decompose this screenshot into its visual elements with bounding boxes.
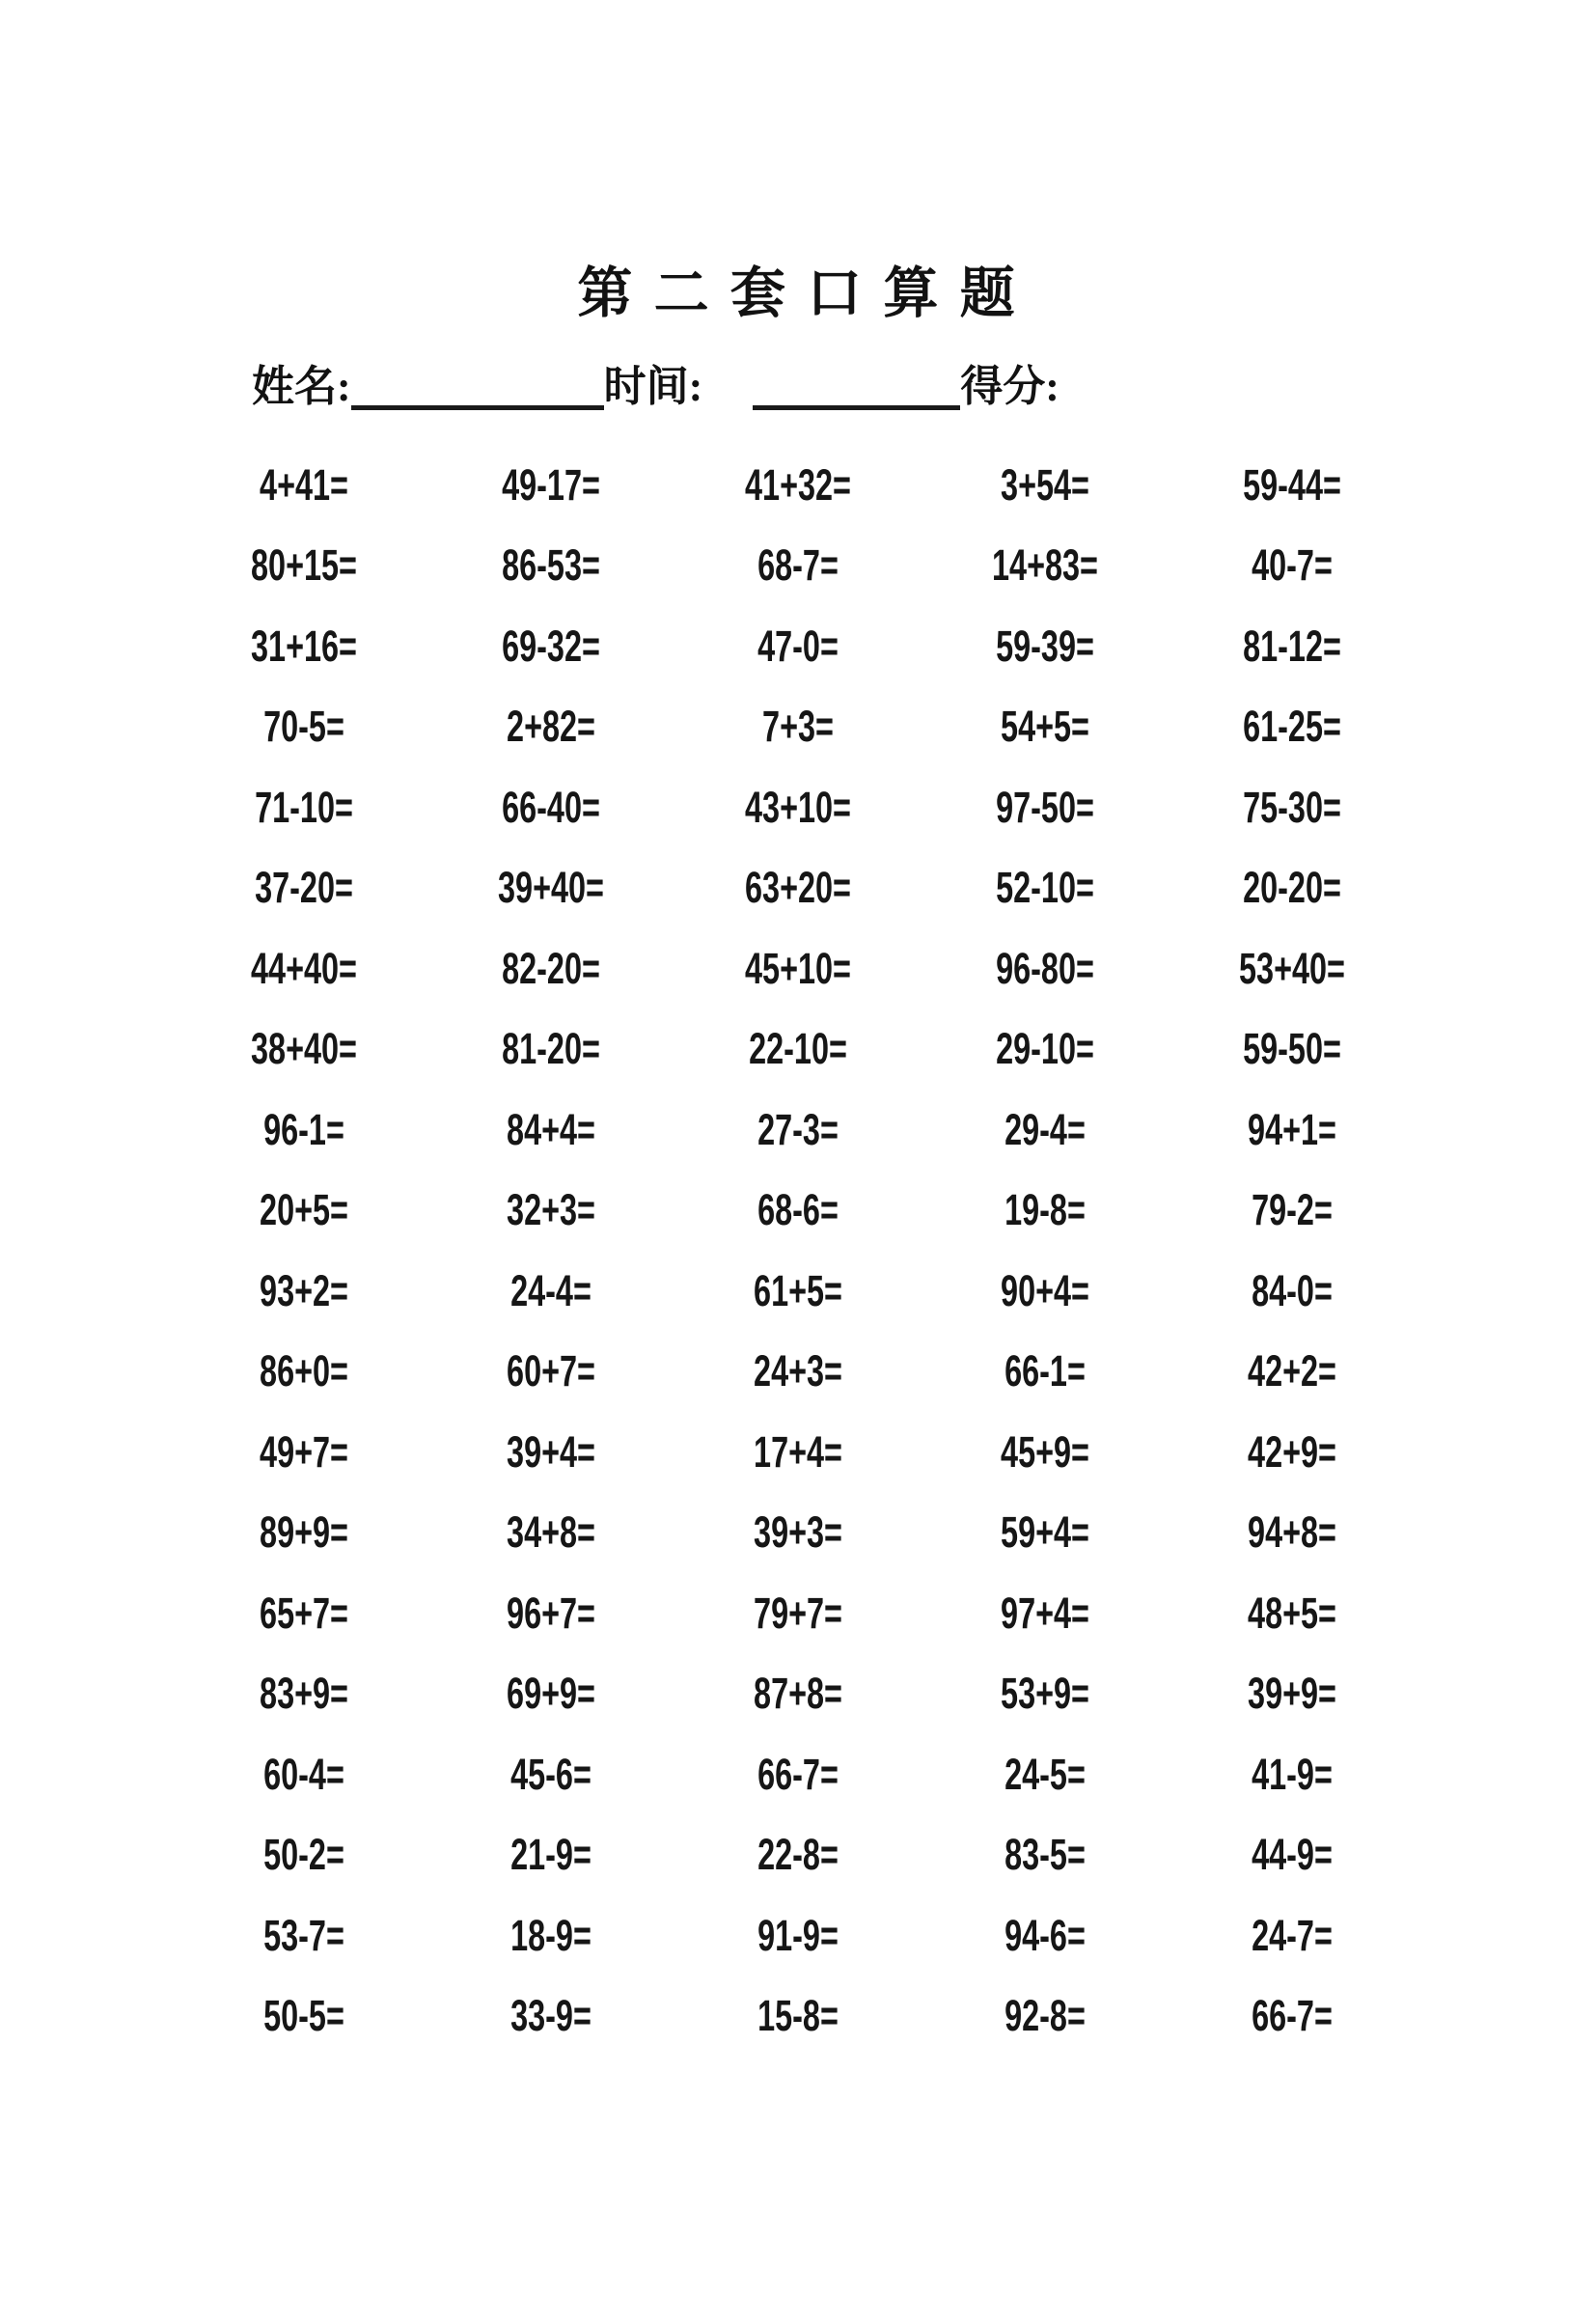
problem-r19-c1: 53-7= [263,1910,344,1960]
problem-r8-c2: 81-20= [502,1024,600,1074]
problem-r16-c5: 39+9= [1248,1669,1336,1719]
problem-r5-c3: 43+10= [745,782,851,832]
problem-r17-c3: 66-7= [757,1749,839,1799]
problem-r19-c4: 94-6= [1004,1910,1086,1960]
page-title: 第 二 套 口 算 题 [577,263,1019,324]
problem-r12-c1: 86+0= [260,1346,348,1396]
problem-r10-c2: 32+3= [507,1185,595,1235]
problem-r10-c4: 19-8= [1004,1185,1086,1235]
problem-r5-c4: 97-50= [996,782,1094,832]
problem-r14-c1: 89+9= [260,1507,348,1558]
problem-r17-c4: 24-5= [1004,1749,1086,1799]
problem-r1-c5: 59-44= [1243,459,1341,510]
problem-r15-c2: 96+7= [507,1588,595,1638]
problem-r7-c4: 96-80= [996,943,1094,993]
problem-r9-c3: 27-3= [757,1104,839,1154]
problem-r11-c3: 61+5= [754,1265,842,1315]
problem-r6-c1: 37-20= [255,863,353,913]
problem-r19-c5: 24-7= [1252,1910,1333,1960]
problem-r20-c1: 50-5= [263,1991,344,2041]
problem-r2-c2: 86-53= [502,540,600,591]
problem-r4-c3: 7+3= [762,702,834,752]
problem-r15-c3: 79+7= [754,1588,842,1638]
problem-r11-c1: 93+2= [260,1265,348,1315]
problem-r17-c5: 41-9= [1252,1749,1333,1799]
problem-r2-c4: 14+83= [992,540,1098,591]
problem-r19-c2: 18-9= [510,1910,592,1960]
problem-r20-c3: 15-8= [757,1991,839,2041]
problem-r14-c3: 39+3= [754,1507,842,1558]
problem-r9-c5: 94+1= [1248,1104,1336,1154]
problem-r1-c2: 49-17= [502,459,600,510]
problem-r3-c4: 59-39= [996,621,1094,671]
problem-r18-c5: 44-9= [1252,1830,1333,1880]
problem-r4-c2: 2+82= [507,702,595,752]
problem-r3-c5: 81-12= [1243,621,1341,671]
problem-r12-c2: 60+7= [507,1346,595,1396]
problem-r13-c1: 49+7= [260,1426,348,1477]
problem-r3-c1: 31+16= [251,621,357,671]
problem-r20-c5: 66-7= [1252,1991,1333,2041]
problem-r13-c3: 17+4= [754,1426,842,1477]
problem-r18-c3: 22-8= [757,1830,839,1880]
problem-r6-c3: 63+20= [745,863,851,913]
problem-r15-c4: 97+4= [1001,1588,1089,1638]
problem-r4-c1: 70-5= [263,702,344,752]
problem-r12-c3: 24+3= [754,1346,842,1396]
problem-r9-c2: 84+4= [507,1104,595,1154]
problem-r10-c3: 68-6= [757,1185,839,1235]
problem-r7-c1: 44+40= [251,943,357,993]
problem-r7-c5: 53+40= [1239,943,1345,993]
problem-r11-c5: 84-0= [1252,1265,1333,1315]
problem-r8-c5: 59-50= [1243,1024,1341,1074]
problem-r13-c5: 42+9= [1248,1426,1336,1477]
problem-r1-c1: 4+41= [260,459,348,510]
problem-r2-c1: 80+15= [251,540,357,591]
problem-r20-c2: 33-9= [510,1991,592,2041]
problem-r8-c3: 22-10= [749,1024,847,1074]
problem-r18-c2: 21-9= [510,1830,592,1880]
problem-r6-c5: 20-20= [1243,863,1341,913]
problem-r16-c4: 53+9= [1001,1669,1089,1719]
problem-r13-c4: 45+9= [1001,1426,1089,1477]
problem-r5-c1: 71-10= [255,782,353,832]
score-label: 得分: [960,363,1059,410]
header-line [252,359,1059,414]
time-blank-line [753,381,960,410]
problem-r9-c1: 96-1= [263,1104,344,1154]
problem-r13-c2: 39+4= [507,1426,595,1477]
problem-r3-c2: 69-32= [502,621,600,671]
problem-r9-c4: 29-4= [1004,1104,1086,1154]
problem-r19-c3: 91-9= [757,1910,839,1960]
problem-r11-c2: 24-4= [510,1265,592,1315]
problem-r16-c2: 69+9= [507,1669,595,1719]
problem-r7-c2: 82-20= [502,943,600,993]
name-blank-line [351,381,604,410]
problem-r8-c4: 29-10= [996,1024,1094,1074]
problem-r2-c5: 40-7= [1252,540,1333,591]
problem-r6-c4: 52-10= [996,863,1094,913]
problem-r2-c3: 68-7= [757,540,839,591]
problem-r18-c1: 50-2= [263,1830,344,1880]
problem-r12-c4: 66-1= [1004,1346,1086,1396]
problem-r14-c4: 59+4= [1001,1507,1089,1558]
problem-r15-c1: 65+7= [260,1588,348,1638]
problem-r6-c2: 39+40= [498,863,604,913]
problem-r16-c3: 87+8= [754,1669,842,1719]
problem-r14-c5: 94+8= [1248,1507,1336,1558]
problem-r8-c1: 38+40= [251,1024,357,1074]
time-label: 时间: [603,363,703,410]
problem-r10-c5: 79-2= [1252,1185,1333,1235]
problem-r4-c5: 61-25= [1243,702,1341,752]
problem-r18-c4: 83-5= [1004,1830,1086,1880]
problem-r4-c4: 54+5= [1001,702,1089,752]
problem-r17-c1: 60-4= [263,1749,344,1799]
problem-r17-c2: 45-6= [510,1749,592,1799]
problem-r5-c5: 75-30= [1243,782,1341,832]
problem-r3-c3: 47-0= [757,621,839,671]
problem-r12-c5: 42+2= [1248,1346,1336,1396]
problem-r20-c4: 92-8= [1004,1991,1086,2041]
problem-r11-c4: 90+4= [1001,1265,1089,1315]
name-label: 姓名: [252,363,351,410]
problem-r1-c4: 3+54= [1001,459,1089,510]
problem-r14-c2: 34+8= [507,1507,595,1558]
problem-r15-c5: 48+5= [1248,1588,1336,1638]
problem-r16-c1: 83+9= [260,1669,348,1719]
problem-r1-c3: 41+32= [745,459,851,510]
problem-r7-c3: 45+10= [745,943,851,993]
problem-r10-c1: 20+5= [260,1185,348,1235]
problem-r5-c2: 66-40= [502,782,600,832]
problems-grid [180,445,1416,2057]
